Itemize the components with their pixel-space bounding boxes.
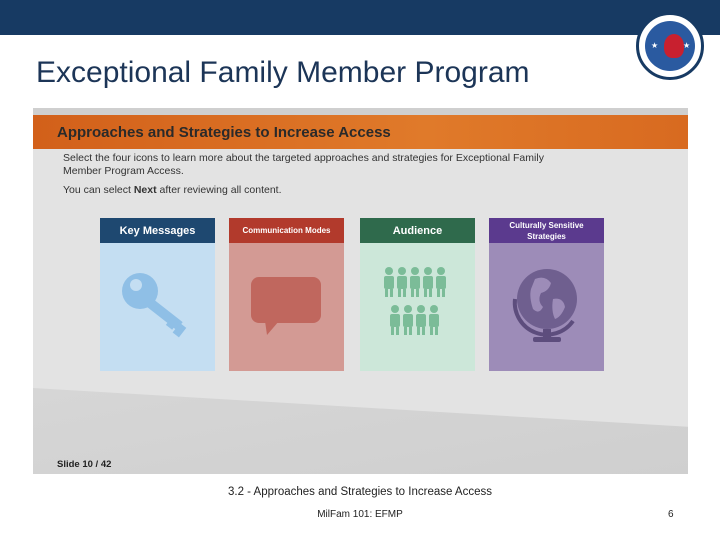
slide-caption: 3.2 - Approaches and Strategies to Increase Access <box>227 486 493 498</box>
slide-background-wedge <box>33 388 688 474</box>
page-number: 6 <box>668 509 674 520</box>
next-instruction-suffix: after reviewing all content. <box>156 184 282 196</box>
card-key-messages-body <box>100 243 215 371</box>
seal-star-icon: ★ <box>651 41 659 50</box>
card-culturally-sensitive-strategies-body <box>489 243 604 371</box>
card-culturally-sensitive-strategies-label: Culturally Sensitive Strategies <box>489 218 604 243</box>
slide-header-title: Approaches and Strategies to Increase Access <box>57 124 391 141</box>
course-name: MilFam 101: EFMP <box>317 509 403 520</box>
seal-center <box>645 21 695 71</box>
next-instruction-bold: Next <box>133 184 157 196</box>
card-audience-body <box>360 243 475 371</box>
slide-frame <box>33 108 688 474</box>
seal-star-icon: ★ <box>683 41 691 50</box>
card-communication-modes-label: Communication Modes <box>229 218 344 243</box>
page-title: Exceptional Family Member Program <box>36 56 530 89</box>
card-key-messages[interactable] <box>100 218 215 371</box>
slide-header-bar <box>33 115 688 149</box>
speech-bubble-icon <box>229 243 344 371</box>
card-culturally-sensitive-strategies[interactable] <box>489 218 604 371</box>
slide-top-strip <box>33 108 688 115</box>
seal-flame-icon <box>664 34 684 58</box>
card-communication-modes[interactable] <box>229 218 344 371</box>
military-community-seal-icon <box>636 12 704 80</box>
card-audience-label: Audience <box>360 218 475 243</box>
people-icon <box>360 243 475 371</box>
next-instruction-prefix: You can select <box>63 184 134 196</box>
slide-counter: Slide 10 / 42 <box>57 459 112 470</box>
key-icon <box>100 243 215 371</box>
card-audience[interactable] <box>360 218 475 371</box>
slide-instruction: Select the four icons to learn more about the targeted approaches and strategies for Exceptional Family Member Program Access. <box>63 152 544 177</box>
card-communication-modes-body <box>229 243 344 371</box>
top-bar <box>0 0 720 35</box>
card-key-messages-label: Key Messages <box>100 218 215 243</box>
globe-icon <box>489 243 604 371</box>
slide-next-instruction <box>63 184 282 196</box>
